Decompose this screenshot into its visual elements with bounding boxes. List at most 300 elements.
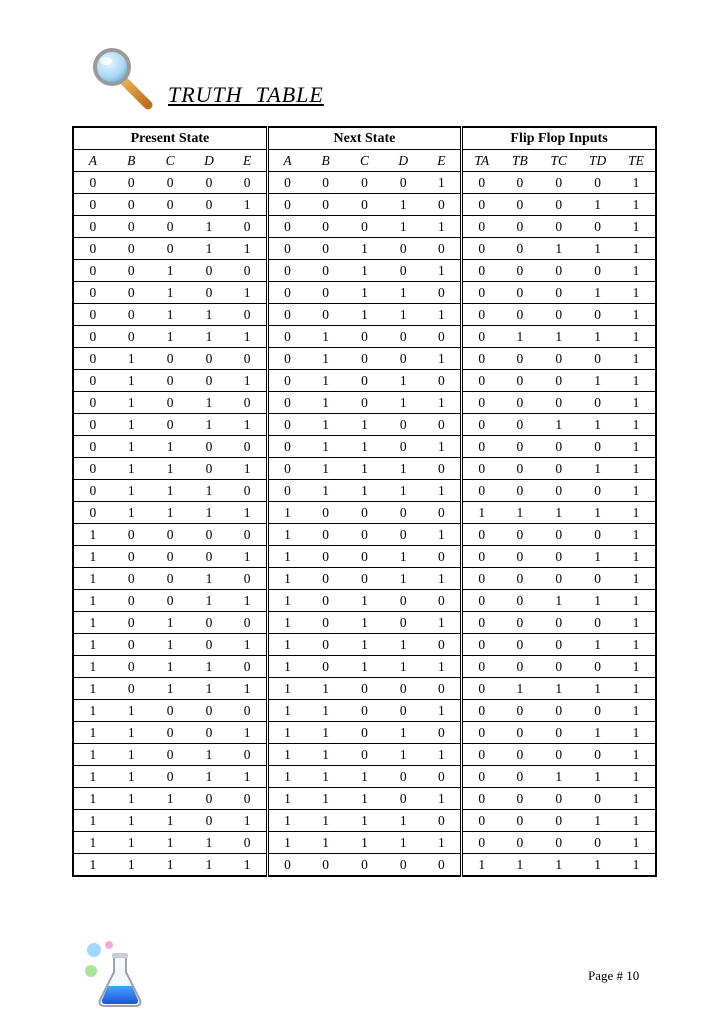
table-cell: 0 bbox=[306, 172, 345, 194]
table-cell: 1 bbox=[267, 744, 306, 766]
table-cell: 0 bbox=[578, 832, 617, 854]
table-cell: 0 bbox=[267, 216, 306, 238]
page-title: TRUTH TABLE bbox=[168, 82, 324, 107]
table-cell: 1 bbox=[228, 634, 267, 656]
table-cell: 1 bbox=[617, 238, 656, 260]
table-cell: 1 bbox=[617, 304, 656, 326]
table-cell: 1 bbox=[73, 700, 112, 722]
table-cell: 0 bbox=[345, 216, 384, 238]
table-row bbox=[73, 766, 656, 788]
table-cell: 1 bbox=[267, 678, 306, 700]
table-cell: 0 bbox=[578, 304, 617, 326]
table-cell: 1 bbox=[112, 832, 151, 854]
table-cell: 0 bbox=[112, 172, 151, 194]
table-cell: 0 bbox=[500, 216, 539, 238]
table-cell: 1 bbox=[73, 568, 112, 590]
table-row bbox=[73, 744, 656, 766]
table-cell: 1 bbox=[73, 524, 112, 546]
table-cell: 1 bbox=[462, 502, 501, 524]
table-cell: 0 bbox=[423, 458, 462, 480]
table-cell: 1 bbox=[617, 194, 656, 216]
table-cell: 1 bbox=[151, 502, 190, 524]
table-cell: 0 bbox=[423, 590, 462, 612]
table-cell: 1 bbox=[190, 216, 229, 238]
table-cell: 1 bbox=[112, 766, 151, 788]
table-cell: 0 bbox=[578, 260, 617, 282]
table-cell: 0 bbox=[500, 524, 539, 546]
table-cell: 0 bbox=[462, 326, 501, 348]
table-row bbox=[73, 722, 656, 744]
table-cell: 1 bbox=[423, 480, 462, 502]
table-cell: 1 bbox=[423, 568, 462, 590]
var-header-next-c: C bbox=[345, 150, 384, 172]
table-cell: 1 bbox=[423, 436, 462, 458]
table-cell: 1 bbox=[384, 656, 423, 678]
table-cell: 0 bbox=[190, 458, 229, 480]
table-cell: 1 bbox=[306, 326, 345, 348]
table-cell: 0 bbox=[73, 370, 112, 392]
table-cell: 1 bbox=[617, 282, 656, 304]
table-cell: 0 bbox=[228, 392, 267, 414]
table-cell: 0 bbox=[578, 788, 617, 810]
table-cell: 1 bbox=[384, 480, 423, 502]
table-cell: 1 bbox=[151, 678, 190, 700]
page-number: Page # 10 bbox=[588, 968, 640, 983]
flip-flop-inputs-header: Flip Flop Inputs bbox=[462, 127, 656, 150]
table-cell: 1 bbox=[151, 810, 190, 832]
table-cell: 0 bbox=[267, 854, 306, 877]
table-cell: 0 bbox=[345, 194, 384, 216]
table-cell: 0 bbox=[462, 458, 501, 480]
table-cell: 1 bbox=[190, 392, 229, 414]
table-cell: 1 bbox=[617, 612, 656, 634]
table-cell: 1 bbox=[423, 216, 462, 238]
table-cell: 0 bbox=[423, 766, 462, 788]
table-cell: 0 bbox=[112, 656, 151, 678]
table-row bbox=[73, 216, 656, 238]
table-cell: 1 bbox=[306, 788, 345, 810]
table-cell: 1 bbox=[539, 854, 578, 877]
table-cell: 1 bbox=[345, 766, 384, 788]
table-cell: 0 bbox=[190, 260, 229, 282]
table-cell: 0 bbox=[500, 590, 539, 612]
table-cell: 0 bbox=[112, 612, 151, 634]
table-cell: 0 bbox=[306, 590, 345, 612]
table-cell: 0 bbox=[462, 480, 501, 502]
table-cell: 0 bbox=[578, 656, 617, 678]
table-cell: 0 bbox=[539, 304, 578, 326]
table-cell: 0 bbox=[462, 744, 501, 766]
var-header-present-e: E bbox=[228, 150, 267, 172]
table-cell: 0 bbox=[73, 194, 112, 216]
table-cell: 1 bbox=[73, 766, 112, 788]
table-cell: 0 bbox=[384, 172, 423, 194]
table-cell: 0 bbox=[384, 612, 423, 634]
table-cell: 1 bbox=[617, 524, 656, 546]
table-cell: 1 bbox=[423, 304, 462, 326]
table-cell: 1 bbox=[462, 854, 501, 877]
table-cell: 0 bbox=[267, 282, 306, 304]
table-cell: 0 bbox=[539, 194, 578, 216]
table-cell: 0 bbox=[423, 194, 462, 216]
table-cell: 0 bbox=[190, 700, 229, 722]
table-cell: 0 bbox=[112, 634, 151, 656]
table-cell: 0 bbox=[500, 634, 539, 656]
table-cell: 1 bbox=[578, 722, 617, 744]
table-cell: 0 bbox=[306, 568, 345, 590]
table-cell: 0 bbox=[73, 238, 112, 260]
table-cell: 1 bbox=[73, 546, 112, 568]
table-cell: 0 bbox=[190, 612, 229, 634]
table-cell: 0 bbox=[539, 568, 578, 590]
table-cell: 0 bbox=[267, 414, 306, 436]
table-cell: 1 bbox=[306, 480, 345, 502]
table-cell: 1 bbox=[578, 282, 617, 304]
var-header-next-a: A bbox=[267, 150, 306, 172]
table-cell: 0 bbox=[500, 722, 539, 744]
table-cell: 0 bbox=[539, 722, 578, 744]
table-row bbox=[73, 480, 656, 502]
var-header-present-a: A bbox=[73, 150, 112, 172]
table-row bbox=[73, 656, 656, 678]
table-cell: 1 bbox=[228, 414, 267, 436]
table-row bbox=[73, 612, 656, 634]
table-row bbox=[73, 392, 656, 414]
table-row bbox=[73, 546, 656, 568]
table-cell: 1 bbox=[267, 722, 306, 744]
table-cell: 0 bbox=[384, 348, 423, 370]
table-cell: 0 bbox=[539, 458, 578, 480]
table-row bbox=[73, 282, 656, 304]
table-cell: 0 bbox=[112, 568, 151, 590]
table-cell: 1 bbox=[228, 326, 267, 348]
table-cell: 1 bbox=[617, 656, 656, 678]
table-cell: 0 bbox=[151, 370, 190, 392]
table-cell: 1 bbox=[384, 744, 423, 766]
table-cell: 1 bbox=[73, 590, 112, 612]
table-cell: 0 bbox=[500, 612, 539, 634]
table-cell: 0 bbox=[112, 524, 151, 546]
table-cell: 1 bbox=[151, 326, 190, 348]
table-cell: 1 bbox=[306, 370, 345, 392]
table-cell: 1 bbox=[151, 260, 190, 282]
table-cell: 1 bbox=[267, 656, 306, 678]
table-cell: 0 bbox=[500, 788, 539, 810]
table-cell: 1 bbox=[384, 370, 423, 392]
table-cell: 0 bbox=[345, 568, 384, 590]
table-cell: 0 bbox=[500, 238, 539, 260]
truth-table-body bbox=[73, 172, 656, 877]
table-cell: 1 bbox=[190, 590, 229, 612]
table-cell: 0 bbox=[578, 480, 617, 502]
table-cell: 1 bbox=[306, 414, 345, 436]
table-cell: 0 bbox=[462, 678, 501, 700]
table-cell: 1 bbox=[112, 392, 151, 414]
var-header-inputs-tb: TB bbox=[500, 150, 539, 172]
table-cell: 0 bbox=[578, 216, 617, 238]
table-cell: 1 bbox=[306, 832, 345, 854]
table-cell: 1 bbox=[228, 458, 267, 480]
table-cell: 0 bbox=[267, 348, 306, 370]
table-cell: 0 bbox=[539, 832, 578, 854]
table-cell: 0 bbox=[73, 392, 112, 414]
table-cell: 0 bbox=[384, 590, 423, 612]
table-cell: 1 bbox=[617, 436, 656, 458]
table-cell: 0 bbox=[578, 524, 617, 546]
table-cell: 0 bbox=[500, 744, 539, 766]
magnifier-icon bbox=[88, 45, 160, 113]
table-cell: 0 bbox=[306, 282, 345, 304]
table-cell: 1 bbox=[306, 392, 345, 414]
table-cell: 0 bbox=[423, 722, 462, 744]
table-row bbox=[73, 590, 656, 612]
table-row bbox=[73, 832, 656, 854]
table-cell: 1 bbox=[384, 194, 423, 216]
table-cell: 0 bbox=[345, 502, 384, 524]
table-cell: 1 bbox=[306, 744, 345, 766]
var-header-next-d: D bbox=[384, 150, 423, 172]
table-cell: 0 bbox=[73, 348, 112, 370]
table-row bbox=[73, 304, 656, 326]
table-cell: 1 bbox=[73, 832, 112, 854]
table-cell: 1 bbox=[423, 172, 462, 194]
table-cell: 1 bbox=[267, 634, 306, 656]
table-cell: 1 bbox=[267, 788, 306, 810]
table-cell: 0 bbox=[539, 744, 578, 766]
table-cell: 1 bbox=[228, 546, 267, 568]
table-cell: 1 bbox=[423, 744, 462, 766]
table-cell: 0 bbox=[462, 260, 501, 282]
table-cell: 0 bbox=[151, 524, 190, 546]
table-cell: 0 bbox=[190, 282, 229, 304]
table-cell: 1 bbox=[112, 458, 151, 480]
table-row bbox=[73, 238, 656, 260]
table-cell: 0 bbox=[190, 788, 229, 810]
table-cell: 0 bbox=[462, 216, 501, 238]
table-cell: 1 bbox=[151, 656, 190, 678]
table-cell: 0 bbox=[384, 524, 423, 546]
table-cell: 1 bbox=[384, 722, 423, 744]
table-cell: 0 bbox=[306, 634, 345, 656]
table-cell: 0 bbox=[423, 414, 462, 436]
var-header-inputs-ta: TA bbox=[462, 150, 501, 172]
table-cell: 0 bbox=[151, 194, 190, 216]
table-cell: 0 bbox=[345, 172, 384, 194]
table-cell: 0 bbox=[500, 194, 539, 216]
table-cell: 1 bbox=[617, 700, 656, 722]
table-cell: 0 bbox=[228, 480, 267, 502]
table-cell: 0 bbox=[228, 832, 267, 854]
table-cell: 0 bbox=[578, 612, 617, 634]
table-cell: 1 bbox=[578, 854, 617, 877]
table-cell: 0 bbox=[578, 348, 617, 370]
table-cell: 0 bbox=[228, 568, 267, 590]
present-state-header: Present State bbox=[73, 127, 267, 150]
table-cell: 0 bbox=[267, 480, 306, 502]
table-cell: 0 bbox=[306, 304, 345, 326]
table-row bbox=[73, 810, 656, 832]
table-cell: 0 bbox=[462, 414, 501, 436]
table-cell: 0 bbox=[151, 568, 190, 590]
table-cell: 1 bbox=[190, 678, 229, 700]
table-cell: 1 bbox=[617, 216, 656, 238]
table-cell: 0 bbox=[112, 678, 151, 700]
table-cell: 0 bbox=[345, 392, 384, 414]
table-cell: 0 bbox=[267, 194, 306, 216]
table-cell: 0 bbox=[539, 260, 578, 282]
table-cell: 1 bbox=[617, 634, 656, 656]
table-cell: 1 bbox=[228, 854, 267, 877]
table-cell: 1 bbox=[267, 502, 306, 524]
table-cell: 1 bbox=[228, 282, 267, 304]
table-cell: 0 bbox=[500, 392, 539, 414]
table-cell: 1 bbox=[73, 854, 112, 877]
table-cell: 1 bbox=[151, 788, 190, 810]
var-header-present-d: D bbox=[190, 150, 229, 172]
table-cell: 0 bbox=[228, 612, 267, 634]
table-cell: 0 bbox=[462, 304, 501, 326]
table-cell: 1 bbox=[423, 260, 462, 282]
table-cell: 0 bbox=[462, 810, 501, 832]
table-cell: 0 bbox=[306, 194, 345, 216]
table-cell: 1 bbox=[73, 678, 112, 700]
table-cell: 0 bbox=[151, 414, 190, 436]
table-row bbox=[73, 634, 656, 656]
table-cell: 1 bbox=[539, 678, 578, 700]
table-cell: 1 bbox=[617, 678, 656, 700]
table-cell: 0 bbox=[462, 612, 501, 634]
table-cell: 0 bbox=[73, 216, 112, 238]
table-cell: 0 bbox=[190, 436, 229, 458]
table-cell: 1 bbox=[267, 590, 306, 612]
table-cell: 1 bbox=[267, 524, 306, 546]
table-cell: 0 bbox=[190, 810, 229, 832]
table-cell: 0 bbox=[151, 766, 190, 788]
variable-header-row bbox=[73, 150, 656, 172]
table-cell: 0 bbox=[345, 722, 384, 744]
table-cell: 0 bbox=[500, 348, 539, 370]
table-cell: 1 bbox=[539, 502, 578, 524]
table-cell: 0 bbox=[190, 194, 229, 216]
table-cell: 1 bbox=[345, 436, 384, 458]
table-cell: 0 bbox=[384, 854, 423, 877]
table-cell: 0 bbox=[384, 238, 423, 260]
table-cell: 1 bbox=[112, 788, 151, 810]
table-cell: 1 bbox=[578, 414, 617, 436]
table-cell: 0 bbox=[539, 370, 578, 392]
table-cell: 0 bbox=[306, 216, 345, 238]
var-header-inputs-tc: TC bbox=[539, 150, 578, 172]
table-cell: 0 bbox=[384, 788, 423, 810]
table-row bbox=[73, 348, 656, 370]
table-cell: 0 bbox=[190, 348, 229, 370]
table-cell: 0 bbox=[423, 502, 462, 524]
table-cell: 1 bbox=[578, 370, 617, 392]
table-cell: 0 bbox=[228, 216, 267, 238]
table-cell: 1 bbox=[578, 546, 617, 568]
table-cell: 1 bbox=[345, 612, 384, 634]
table-cell: 0 bbox=[462, 238, 501, 260]
table-cell: 1 bbox=[617, 414, 656, 436]
table-cell: 0 bbox=[384, 766, 423, 788]
table-cell: 1 bbox=[617, 260, 656, 282]
table-cell: 1 bbox=[151, 612, 190, 634]
table-cell: 1 bbox=[345, 656, 384, 678]
table-cell: 0 bbox=[267, 238, 306, 260]
table-cell: 1 bbox=[539, 590, 578, 612]
table-cell: 0 bbox=[462, 392, 501, 414]
table-cell: 0 bbox=[228, 700, 267, 722]
table-row bbox=[73, 326, 656, 348]
table-cell: 0 bbox=[73, 172, 112, 194]
table-cell: 0 bbox=[500, 260, 539, 282]
table-cell: 1 bbox=[345, 810, 384, 832]
table-cell: 1 bbox=[617, 348, 656, 370]
table-cell: 1 bbox=[73, 722, 112, 744]
table-cell: 0 bbox=[462, 656, 501, 678]
table-cell: 1 bbox=[578, 502, 617, 524]
table-cell: 1 bbox=[306, 678, 345, 700]
table-cell: 1 bbox=[423, 788, 462, 810]
table-cell: 1 bbox=[345, 282, 384, 304]
table-cell: 1 bbox=[345, 458, 384, 480]
table-cell: 0 bbox=[345, 348, 384, 370]
table-cell: 0 bbox=[423, 678, 462, 700]
group-header-row bbox=[73, 127, 656, 150]
table-cell: 0 bbox=[151, 722, 190, 744]
table-cell: 0 bbox=[190, 722, 229, 744]
table-row bbox=[73, 568, 656, 590]
table-cell: 0 bbox=[500, 436, 539, 458]
table-cell: 0 bbox=[151, 238, 190, 260]
table-cell: 0 bbox=[462, 568, 501, 590]
table-cell: 0 bbox=[539, 612, 578, 634]
table-cell: 1 bbox=[423, 612, 462, 634]
table-cell: 1 bbox=[345, 480, 384, 502]
table-cell: 0 bbox=[384, 414, 423, 436]
var-header-present-b: B bbox=[112, 150, 151, 172]
table-row bbox=[73, 502, 656, 524]
table-cell: 1 bbox=[190, 744, 229, 766]
table-cell: 1 bbox=[384, 458, 423, 480]
table-cell: 1 bbox=[617, 766, 656, 788]
table-cell: 0 bbox=[73, 304, 112, 326]
table-cell: 0 bbox=[345, 546, 384, 568]
table-cell: 1 bbox=[345, 304, 384, 326]
table-cell: 0 bbox=[500, 414, 539, 436]
table-cell: 1 bbox=[617, 722, 656, 744]
table-cell: 0 bbox=[539, 810, 578, 832]
table-cell: 0 bbox=[151, 216, 190, 238]
table-cell: 0 bbox=[73, 480, 112, 502]
table-cell: 0 bbox=[462, 788, 501, 810]
table-cell: 0 bbox=[462, 370, 501, 392]
table-cell: 0 bbox=[462, 282, 501, 304]
table-cell: 0 bbox=[500, 458, 539, 480]
table-cell: 1 bbox=[306, 348, 345, 370]
table-cell: 1 bbox=[228, 722, 267, 744]
table-cell: 0 bbox=[423, 282, 462, 304]
table-cell: 1 bbox=[617, 458, 656, 480]
table-cell: 1 bbox=[151, 854, 190, 877]
table-cell: 0 bbox=[112, 326, 151, 348]
next-state-header: Next State bbox=[267, 127, 461, 150]
table-cell: 0 bbox=[423, 370, 462, 392]
table-cell: 1 bbox=[384, 832, 423, 854]
table-cell: 1 bbox=[190, 568, 229, 590]
table-cell: 0 bbox=[539, 656, 578, 678]
table-cell: 0 bbox=[112, 590, 151, 612]
